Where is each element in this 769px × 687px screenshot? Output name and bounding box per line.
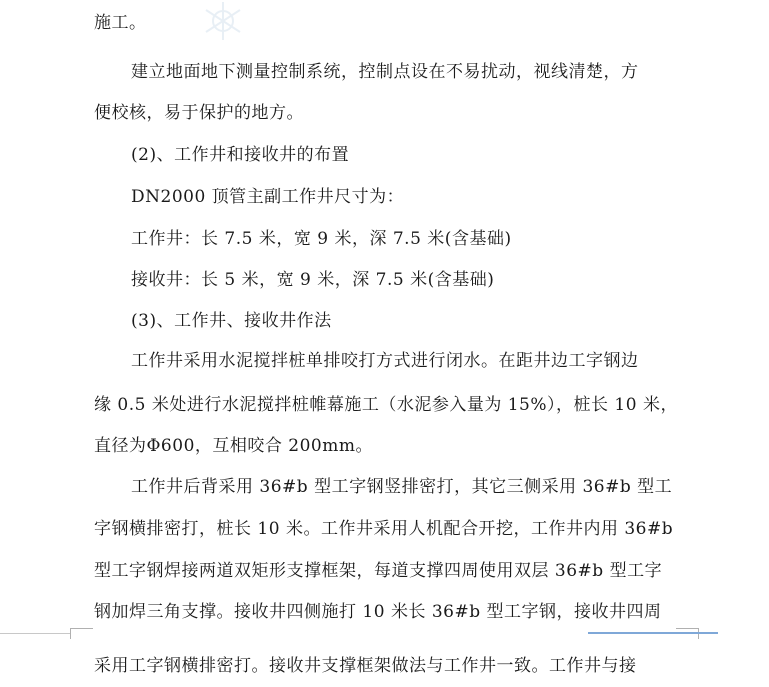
text-line: 接收井：长 5 米，宽 9 米，深 7.5 米(含基础) [131,270,495,290]
text-line: 工作井后背采用 36#b 型工字钢竖排密打，其它三侧采用 36#b 型工 [131,477,673,497]
page-corner-mark-left [70,628,93,639]
text-line: 采用工字钢横排密打。接收井支撑框架做法与工作井一致。工作井与接 [94,656,637,676]
text-line: 便校核，易于保护的地方。 [94,103,304,123]
text-line: 工作井：长 7.5 米，宽 9 米，深 7.5 米(含基础) [131,229,512,249]
text-line: 建立地面地下测量控制系统，控制点设在不易扰动，视线清楚，方 [131,62,639,82]
page-edge-left [0,633,70,634]
text-line: 直径为Φ600，互相咬合 200mm。 [94,436,373,456]
text-line: DN2000 顶管主副工作井尺寸为： [131,187,405,207]
text-line: 钢加焊三角支撑。接收井四侧施打 10 米长 36#b 型工字钢，接收井四周 [94,602,662,622]
section-heading: (3)、工作井、接收井作法 [131,311,332,331]
watermark-logo-icon [178,0,268,42]
text-line: 字钢横排密打，桩长 10 米。工作井采用人机配合开挖，工作井内用 36#b [94,519,674,539]
text-line: 工作井采用水泥搅拌桩单排咬打方式进行闭水。在距井边工字钢边 [131,351,639,371]
text-line: 型工字钢焊接两道双矩形支撑框架，每道支撑四周使用双层 36#b 型工字 [94,561,663,581]
text-line: 施工。 [94,13,147,33]
page-edge-accent [588,632,718,634]
text-line: 缘 0.5 米处进行水泥搅拌桩帷幕施工（水泥参入量为 15%），桩长 10 米， [94,395,678,415]
section-heading: (2)、工作井和接收井的布置 [131,145,350,165]
